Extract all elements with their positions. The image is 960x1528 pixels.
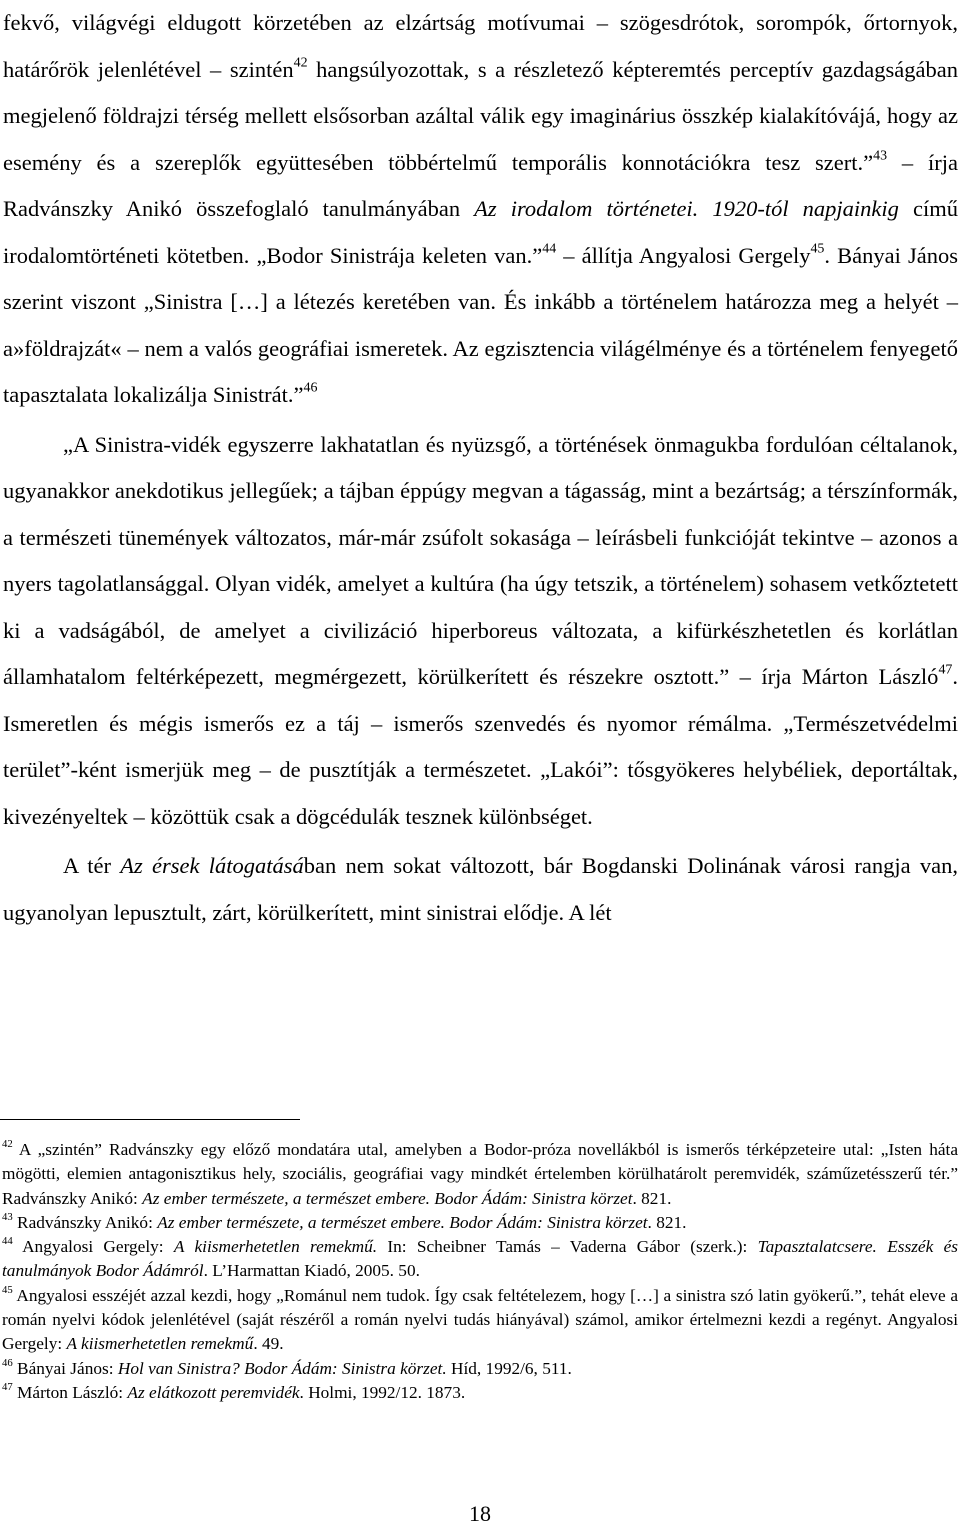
footnote-text: In: Scheibner Tamás – Vaderna Gábor (szerk.): <box>377 1237 758 1257</box>
footnote-text: . Holmi, 1992/12. 1873. <box>299 1382 466 1402</box>
footnote-text: Bányai János: <box>12 1358 118 1378</box>
footnote-number: 43 <box>2 1210 13 1223</box>
footnote-text: . 49. <box>253 1334 284 1354</box>
footnote-ref-42[interactable]: 42 <box>293 55 308 71</box>
footnote-45 <box>2 1284 958 1357</box>
body-text <box>3 0 958 936</box>
text-run: . Bányai János szerint viszont „Sinistra […] a létezés keretében van. És inkább a történelem határozza meg a helyét – a»földrajzát« – nem a valós geográfiai ismeretek. Az egzisztencia világélménye és a történelem fenyegető tapasztalata lokalizálja Sinistrát.” <box>3 242 958 407</box>
text-run: . Ismeretlen és mégis ismerős ez a táj – ismerős szenvedés és nyomor rémálma. „Természetvédelmi terület”-ként ismerjük meg – de pusztítják a természetet. „Lakói”: tősgyökeres helybéliek, deportáltak, kivezényeltek – közöttük csak a dögcédulák tesznek különbséget. <box>3 664 958 829</box>
footnote-text: Márton László: <box>12 1382 128 1402</box>
footnote-italic: Az elátkozott peremvidék <box>127 1382 300 1402</box>
work-title: Az érsek látogatásá <box>120 853 304 878</box>
footnote-number: 45 <box>2 1283 13 1296</box>
footnote-italic: Tapasztalatcsere. Esszék és tanulmányok Bodor Ádámról <box>2 1237 958 1281</box>
footnote-46 <box>2 1357 958 1381</box>
footnote-text: Radvánszky Anikó: <box>12 1212 158 1232</box>
text-run: „A Sinistra-vidék egyszerre lakhatatlan és nyüzsgő, a történések önmagukba fordulóan céltalanok, ugyanakkor anekdotikus jellegűek; a tájban éppúgy megvan a tágasság, mint a bezártság; a térszínformák, a természeti tünemények változatos, már-már zsúfolt sokasága – leírásbeli funkcióját tekintve – azonos a nyers tagolatlansággal. Olyan vidék, amelyet a kultúra (ha úgy tetszik, a történelem) sohasem vetkőztetett ki a vadságából, de amelyet a civilizáció hiperboreus változata, a kifürkészhetetlen és korlátlan államhatalom feltérképezett, megmérgezett, körülkerített és részekre osztott.” – írja Márton László <box>3 431 958 689</box>
paragraph-1 <box>3 0 958 419</box>
footnote-text: . L’Harmattan Kiadó, 2005. 50. <box>203 1261 420 1281</box>
page-number: 18 <box>469 1501 491 1526</box>
footnote-ref-45[interactable]: 45 <box>810 241 825 257</box>
footnote-text: A „szintén” Radvánszky egy előző mondatára utal, amelyben a Bodor-próza novellákból is ismerős térképzeteire utal: „Isten háta mögötti, elemien antagonisztikus hely, szociális, geográfiai vagy mindkét értelemben körülhatárolt peremvidék, száműzetésszerű tér.” Radvánszky Anikó: <box>2 1140 958 1208</box>
paragraph-3 <box>3 843 958 936</box>
footnote-separator <box>0 1119 300 1120</box>
footnote-italic: A kiismerhetetlen remekmű <box>66 1334 254 1354</box>
text-run: – állítja Angyalosi Gergely <box>556 242 811 268</box>
footnote-text: Híd, 1992/6, 511. <box>446 1358 572 1378</box>
footnote-text: . 821. <box>647 1212 687 1232</box>
footnote-italic: A kiismerhetetlen remekmű. <box>173 1237 378 1257</box>
footnote-italic: Az ember természete, a természet embere. Bodor Ádám: Sinistra körzet <box>157 1212 648 1232</box>
paragraph-2 <box>3 422 958 841</box>
footnote-ref-44[interactable]: 44 <box>542 241 557 257</box>
text-run: A tér <box>63 853 121 878</box>
text-run: hangsúlyozottak, s a részletező képteremtés perceptív gazdagságában megjelenő földrajzi térség mellett elsősorban azáltal válik egy imaginárius összkép kialakítóvájá, hogy az esemény és a szereplők együttesében többértelmű temporális konnotációkra tesz szert.” <box>3 56 958 175</box>
footnotes <box>2 1138 958 1405</box>
footnote-text: . 821. <box>632 1188 672 1208</box>
footnote-number: 42 <box>2 1137 13 1150</box>
text-run: ban nem sokat változott, bár Bogdanski Dolinának városi rangja van, ugyanolyan lepusztult, zárt, körülkerített, mint sinistrai elődje. A lét <box>3 853 959 925</box>
footnote-ref-46[interactable]: 46 <box>303 380 318 396</box>
footnote-italic: Az ember természete, a természet embere. Bodor Ádám: Sinistra körzet <box>142 1188 633 1208</box>
footnote-ref-43[interactable]: 43 <box>873 148 888 164</box>
footnote-number: 47 <box>2 1380 13 1393</box>
footnote-italic: Hol van Sinistra? Bodor Ádám: Sinistra körzet. <box>117 1358 447 1378</box>
footnote-43 <box>2 1211 958 1235</box>
footnote-42 <box>2 1138 958 1211</box>
text-run: – írja Radvánszky Anikó összefoglaló tanulmányában <box>3 149 958 221</box>
footnote-number: 44 <box>2 1235 13 1248</box>
footnote-text: Angyalosi Gergely: <box>12 1237 174 1257</box>
footnote-44 <box>2 1235 958 1284</box>
footnote-47 <box>2 1381 958 1405</box>
footnote-ref-47[interactable]: 47 <box>938 662 953 678</box>
text-run: fekvő, világvégi eldugott körzetében az elzártság motívumai – szögesdrótok, sorompók, őrtornyok, határőrök jelenlétével – szintén <box>3 10 958 82</box>
footnote-text: Angyalosi esszéjét azzal kezdi, hogy „Románul nem tudok. Így csak feltételezem, hogy […] a sinistra szó latin gyökerű.”, tehát eleve a román nyelvi kódok jelenlétével (saját részéről a román nyelvi tudás hiányával) számol, amikor értelmezni kezdi a regényt. Angyalosi Gergely: <box>2 1285 958 1354</box>
book-title: Az irodalom történetei. 1920-tól napjainkig <box>474 196 899 221</box>
footnote-number: 46 <box>2 1356 13 1369</box>
text-run: című irodalomtörténeti kötetben. „Bodor Sinistrája keleten van.” <box>3 196 958 268</box>
